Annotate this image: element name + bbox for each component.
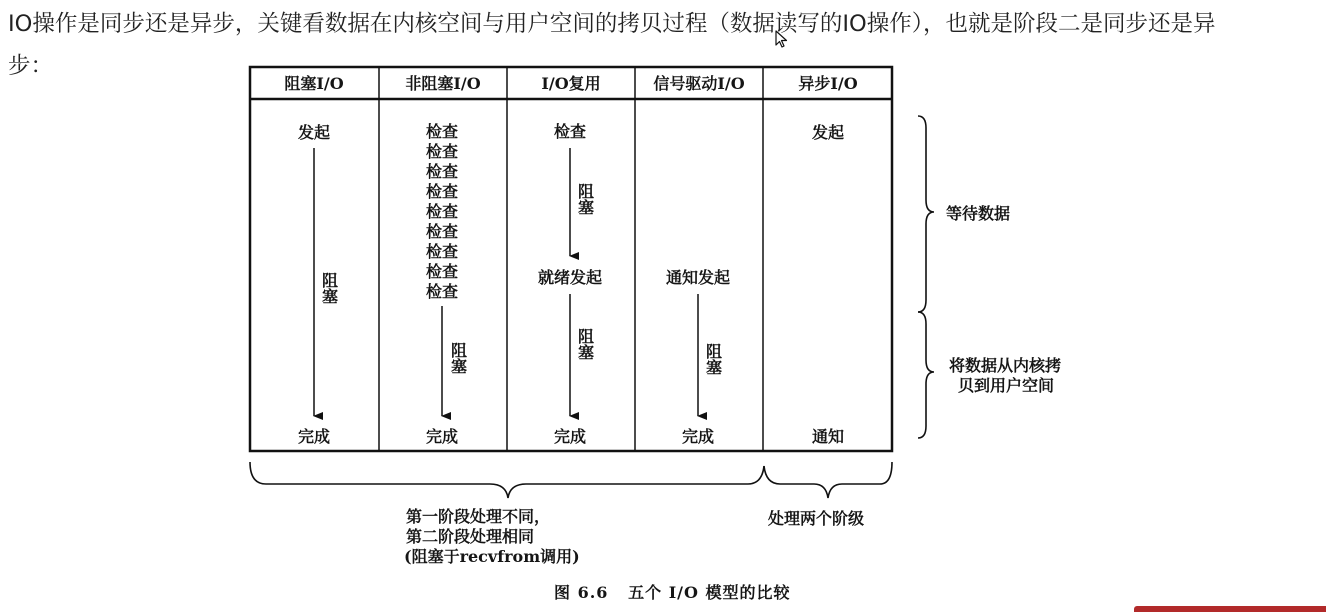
col2-check: 检查 — [425, 262, 459, 281]
col3-blocked-copy: 阻塞 — [575, 328, 595, 360]
header-blocking-io: 阻塞I/O — [284, 74, 344, 93]
label-copy-data-line2: 贝到用户空间 — [958, 376, 1055, 395]
col2-check: 检查 — [425, 182, 459, 201]
col2-complete: 完成 — [425, 427, 459, 446]
label-wait-data: 等待数据 — [946, 204, 1011, 223]
col3-blocked-wait: 阻塞 — [575, 183, 595, 215]
col1-complete: 完成 — [297, 427, 331, 446]
col2-check: 检查 — [425, 142, 459, 161]
col2-blocked: 阻塞 — [448, 342, 468, 374]
col4-complete: 完成 — [681, 427, 715, 446]
col2-check: 检查 — [425, 122, 459, 141]
col3-complete: 完成 — [553, 427, 587, 446]
first-four-models-brace — [250, 462, 764, 498]
col1-blocked: 阻塞 — [319, 272, 339, 304]
col4-blocked: 阻塞 — [703, 343, 723, 375]
intro-paragraph: IO操作是同步还是异步，关键看数据在内核空间与用户空间的拷贝过程（数据读写的IO操作），也就是阶段二是同步还是异步： — [8, 11, 1216, 79]
header-nonblocking-io: 非阻塞I/O — [405, 74, 481, 93]
col4-notify-initiate: 通知发起 — [665, 268, 731, 287]
header-io-multiplexing: I/O复用 — [541, 74, 601, 93]
label-copy-data-line1: 将数据从内核拷 — [949, 356, 1062, 375]
col5-initiate: 发起 — [811, 123, 845, 142]
col3-ready-initiate: 就绪发起 — [537, 268, 603, 287]
col3-check: 检查 — [553, 122, 587, 141]
wait-data-brace — [918, 116, 934, 312]
header-signal-driven-io: 信号驱动I/O — [653, 74, 745, 93]
note-first-phase-different: 第一阶段处理不同， — [406, 507, 551, 526]
col2-check-list — [426, 122, 458, 301]
col2-check: 检查 — [425, 282, 459, 301]
header-async-io: 异步I/O — [798, 74, 858, 93]
copy-data-brace — [918, 312, 934, 438]
col2-check: 检查 — [425, 162, 459, 181]
figure-caption: 图 6.6 五个 I/O 模型的比较 — [554, 583, 791, 602]
async-model-brace — [764, 462, 892, 498]
note-handles-both-phases: 处理两个阶级 — [768, 509, 865, 528]
note-second-phase-same: 第二阶段处理相同 — [406, 527, 535, 546]
note-blocked-on-recvfrom: (阻塞于recvfrom调用) — [404, 547, 580, 566]
col1-initiate: 发起 — [297, 123, 331, 142]
col2-check: 检查 — [425, 242, 459, 261]
bottom-red-bar — [1134, 606, 1326, 612]
col2-check: 检查 — [425, 222, 459, 241]
col5-notify: 通知 — [811, 427, 845, 446]
col2-check: 检查 — [425, 202, 459, 221]
